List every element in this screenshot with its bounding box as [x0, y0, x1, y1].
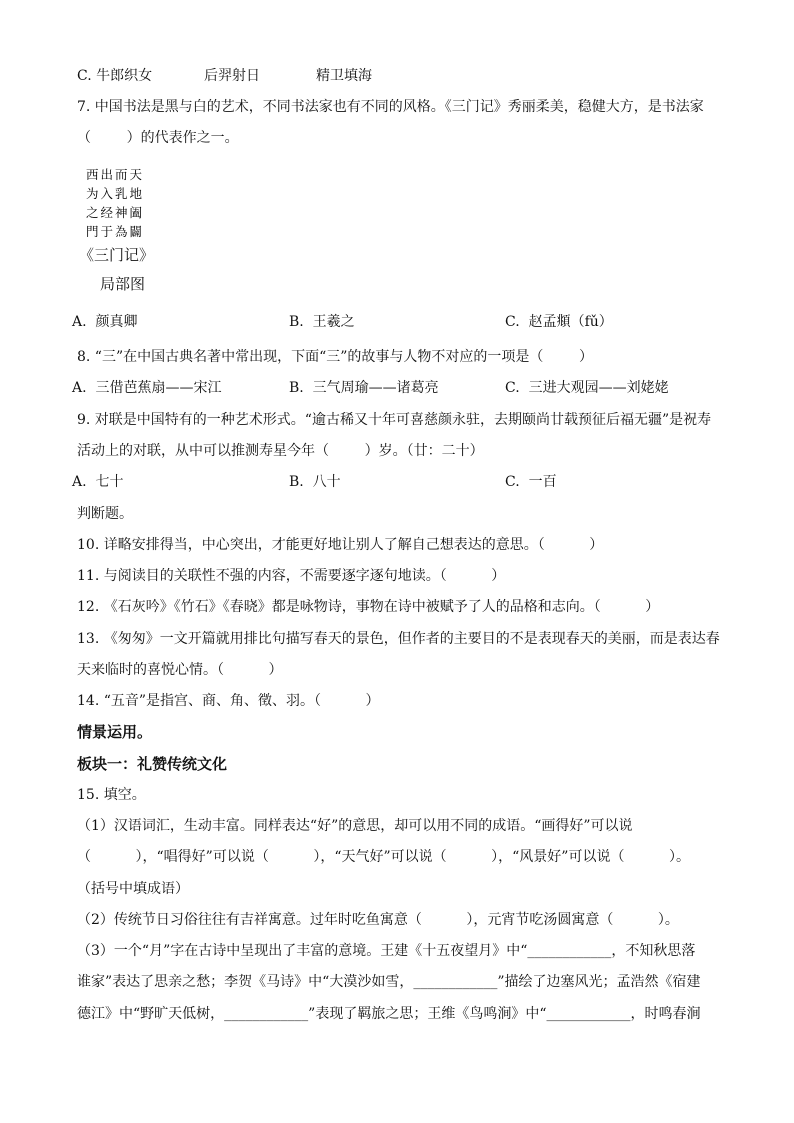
calligraphy-row: 門于為闢 [86, 224, 145, 239]
section-judgement-title: 判断题。 [77, 506, 133, 522]
section-scenario-title: 情景运用。 [77, 723, 153, 741]
q13-text-line2: 天来临时的喜悦心情。（ ） [77, 662, 283, 678]
q9-option-b: B. 八十 [289, 474, 341, 490]
q15-part1-line2: （ ），“唱得好”可以说（ ），“天气好”可以说（ ），“风景好”可以说（ ）。 [77, 849, 690, 865]
calligraphy-row: 西出而天 [86, 167, 145, 182]
q9-stem-line2: 活动上的对联，从中可以推测寿星今年（ ）岁。（廿：二十） [77, 443, 484, 459]
q8-option-a: A. 三借芭蕉扇——宋江 [72, 380, 222, 396]
q15-part1-line1: （1）汉语词汇，生动丰富。同样表达“好”的意思，却可以用不同的成语。“画得好”可以说 [77, 818, 633, 834]
q6-option-c-label: C. 牛郎织女 [77, 68, 153, 84]
q15-part3-line1: （3）一个“月”字在古诗中呈现出了丰富的意境。王建《十五夜望月》中“____________，不知秋思落 [77, 943, 696, 959]
q7-option-c: C. 赵孟頫（fǔ） [505, 314, 613, 330]
q15-part3-line3: 德江》中“野旷天低树，____________”表现了羁旅之思；王维《鸟鸣涧》中“____________，时鸣春涧 [77, 1006, 701, 1022]
q6-option-c-item2: 后羿射日 [204, 68, 260, 84]
q9-option-c: C. 一百 [505, 474, 557, 490]
image-caption-subtitle: 局部图 [100, 275, 146, 293]
q7-stem-line2: （ ）的代表作之一。 [77, 130, 239, 146]
calligraphy-image [86, 165, 158, 241]
q11-text: 11. 与阅读目的关联性不强的内容，不需要逐字逐句地读。（ ） [77, 568, 506, 584]
q14-text: 14. “五音”是指宫、商、角、徵、羽。（ ） [77, 693, 380, 709]
q7-option-b: B. 王羲之 [289, 314, 355, 330]
calligraphy-row: 为入乳地 [86, 186, 145, 201]
q9-stem-line1: 9. 对联是中国特有的一种艺术形式。“逾古稀又十年可喜慈颜永驻，去期颐尚廿载预征后福无疆”是祝寿 [77, 412, 712, 428]
q15-part3-line2: 谁家”表达了思亲之愁；李贺《马诗》中“大漠沙如雪，____________”描绘了边塞风光；孟浩然《宿建 [77, 974, 701, 990]
q7-stem-line1: 7. 中国书法是黑与白的艺术，不同书法家也有不同的风格。《三门记》秀丽柔美，稳健大方，是书法家 [77, 99, 704, 115]
q6-option-c-item3: 精卫填海 [316, 68, 372, 84]
q13-text-line1: 13. 《匆匆》一文开篇就用排比句描写春天的景色，但作者的主要目的不是表现春天的美丽，而是表达春 [77, 631, 720, 647]
q7-option-a: A. 颜真卿 [72, 314, 138, 330]
section-block1-title: 板块一：礼赞传统文化 [77, 755, 228, 773]
image-caption-title: 《三门记》 [79, 246, 155, 264]
q8-option-c: C. 三进大观园——刘姥姥 [505, 380, 669, 396]
q8-stem: 8. “三”在中国古典名著中常出现，下面“三”的故事与人物不对应的一项是（ ） [77, 349, 594, 365]
q9-option-a: A. 七十 [72, 474, 124, 490]
q15-part2: （2）传统节日习俗往往有吉祥寓意。过年时吃鱼寓意（ ），元宵节吃汤圆寓意（ ）。 [77, 912, 679, 928]
calligraphy-row: 之经神阖 [86, 205, 145, 220]
q15-part1-line3: （括号中填成语） [77, 881, 189, 897]
q12-text: 12. 《石灰吟》《竹石》《春晓》都是咏物诗，事物在诗中被赋予了人的品格和志向。（ ） [77, 599, 660, 615]
q15-title: 15. 填空。 [77, 787, 146, 803]
q10-text: 10. 详略安排得当，中心突出，才能更好地让别人了解自己想表达的意思。（ ） [77, 537, 604, 553]
q8-option-b: B. 三气周瑜——诸葛亮 [289, 380, 439, 396]
